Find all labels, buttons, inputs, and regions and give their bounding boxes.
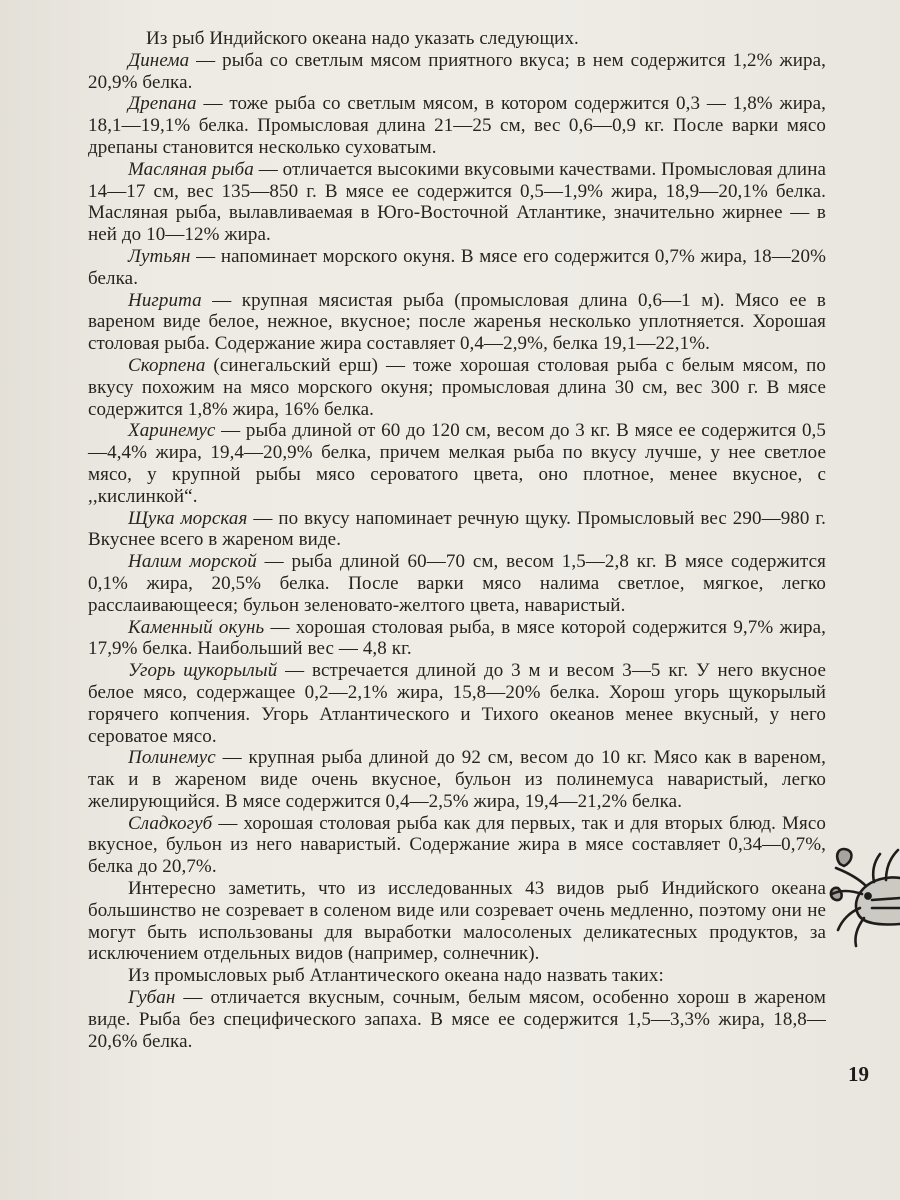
fish-term: Динема: [128, 49, 190, 71]
fish-term: Дрепана: [128, 93, 197, 115]
paragraph-text: Из рыб Индийского океана надо указать следующих.: [146, 28, 579, 49]
paragraph-text: Интересно заметить, что из исследованных 43 видов рыб Индийского океана большинство не созревает в соленом виде или созревает очень медленно, поэтому они не могут быть использованы для выработки малосоленых деликатесных продуктов, за исключением отдельных видов (например, солнечник).: [88, 878, 826, 965]
paragraph-dinema: [88, 50, 826, 94]
fish-term: Харинемус: [128, 420, 216, 442]
fish-term: Щука морская: [128, 507, 248, 529]
paragraph-text: — рыба со светлым мясом приятного вкуса; в нем содержится 1,2% жира, 20,9% белка.: [88, 49, 826, 93]
paragraph-text: — отличается высокими вкусовыми качествами. Промысловая длина 14—17 см, вес 135—850 г. В мясе ее содержится 0,5—1,9% жира, 18,9—20,1% белка. Масляная рыба, вылавливаемая в Юго-Восточной Атлантике, значительно жирнее — в ней до 10—12% жира.: [88, 158, 826, 246]
paragraph-text: — тоже рыба со светлым мясом, в котором содержится 0,3 — 1,8% жира, 18,1—19,1% белка. Промысловая длина 21—25 см, вес 0,6—0,9 кг. После варки мясо дрепаны становится несколько суховатым.: [88, 93, 826, 158]
paragraph-text: — хорошая столовая рыба как для первых, так и для вторых блюд. Мясо вкусное, бульон из него наваристый. Содержание жира в мясе составляет 0,34—0,7%, белка до 20,7%.: [88, 812, 826, 878]
paragraph-wrasse: [88, 987, 826, 1052]
paragraph-text: — крупная мясистая рыба (промысловая длина 0,6—1 м). Мясо ее в вареном виде белое, нежное, вкусное; после жаренья несколько уплотняется. Хорошая столовая рыба. Содержание жира составляет 0,4—2,9%, белка 19,1—22,1%.: [88, 289, 826, 355]
fish-term: Налим морской: [128, 551, 257, 573]
fish-term: Угорь щукорылый: [128, 660, 278, 682]
fish-term: Сладкогуб: [128, 812, 213, 834]
paragraph-text: (синегальский ерш) — тоже хорошая столовая рыба с белым мясом, по вкусу похожим на мясо морского окуня; промысловая длина 30 см, вес 300 г. В мясе содержится 1,8% жира, 16% белка.: [88, 354, 826, 420]
paragraph-sea-pike: [88, 508, 826, 552]
paragraph-rock-perch: [88, 617, 826, 661]
paragraph-text: — встречается длиной до 3 м и весом 3—5 кг. У него вкусное белое мясо, содержащее 0,2—2,1% жира, 15,8—20% белка. Хорош угорь щукорылый горячего копчения. Угорь Атлантического и Тихого океанов менее вкусный, у него сероватое мясо.: [88, 660, 826, 747]
paragraph-atlantic-intro: [88, 965, 826, 987]
paragraph-sweetlips: [88, 813, 826, 878]
paragraph-drepana: [88, 93, 826, 158]
paragraph-note: [88, 878, 826, 965]
paragraph-lutjan: [88, 246, 826, 290]
paragraph-text: — по вкусу напоминает речную щуку. Промысловый вес 290—980 г. Вкуснее всего в жареном виде.: [88, 507, 826, 551]
paragraph-scorpena: [88, 355, 826, 420]
fish-term: Масляная рыба: [128, 158, 254, 180]
paragraph-pike-eel: [88, 660, 826, 747]
fish-term: Полинемус: [128, 747, 216, 769]
paragraph-sea-burbot: [88, 551, 826, 616]
fish-term: Нигрита: [128, 289, 202, 311]
paragraph-polynemus: [88, 747, 826, 812]
page-text: [88, 28, 826, 1052]
paragraph-text: — рыба длиной от 60 до 120 см, весом до 3 кг. В мясе ее содержится 0,5—4,4% жира, 19,4—20,9% белка, причем мелкая рыба по вкусу лучше, у нее светлое мясо, у крупной рыбы мясо сероватого цвета, оно плотное, менее вкусное, с ,,кислинкой“.: [88, 420, 826, 507]
fish-term: Лутьян: [128, 245, 191, 267]
paragraph-text: — рыба длиной 60—70 см, весом 1,5—2,8 кг. В мясе содержится 0,1% жира, 20,5% белка. После варки мясо налима светлое, мягкое, легко расслаивающееся; бульон зеленовато-желтого цвета, наваристый.: [88, 551, 827, 616]
paragraph-nigrita: [88, 290, 826, 355]
paragraph-text: — хорошая столовая рыба, в мясе которой содержится 9,7% жира, 17,9% белка. Наибольший вес — 4,8 кг.: [88, 616, 826, 660]
paragraph-text: — крупная рыба длиной до 92 см, весом до 10 кг. Мясо как в вареном, так и в жареном виде очень вкусное, бульон из полинемуса наваристый, легко желирующийся. В мясе содержится 0,4—2,5% жира, 19,4—21,2% белка.: [88, 747, 826, 812]
paragraph-text: — отличается вкусным, сочным, белым мясом, особенно хорош в жареном виде. Рыба без специфического запаха. В мясе ее содержится 1,5—3,3% жира, 18,8—20,6% белка.: [88, 987, 826, 1052]
paragraph-oilfish: [88, 159, 826, 246]
fish-term: Губан: [128, 987, 176, 1009]
fish-term: Скорпена: [128, 354, 206, 376]
fish-term: Каменный окунь: [128, 616, 265, 638]
paragraph-intro: [88, 28, 826, 50]
paragraph-text: Из промысловых рыб Атлантического океана надо назвать таких:: [128, 965, 664, 987]
paragraph-harinemus: [88, 420, 826, 507]
crayfish-icon: [828, 838, 900, 948]
page-number: 19: [848, 1062, 869, 1086]
paragraph-text: — напоминает морского окуня. В мясе его содержится 0,7% жира, 18—20% белка.: [88, 245, 826, 289]
